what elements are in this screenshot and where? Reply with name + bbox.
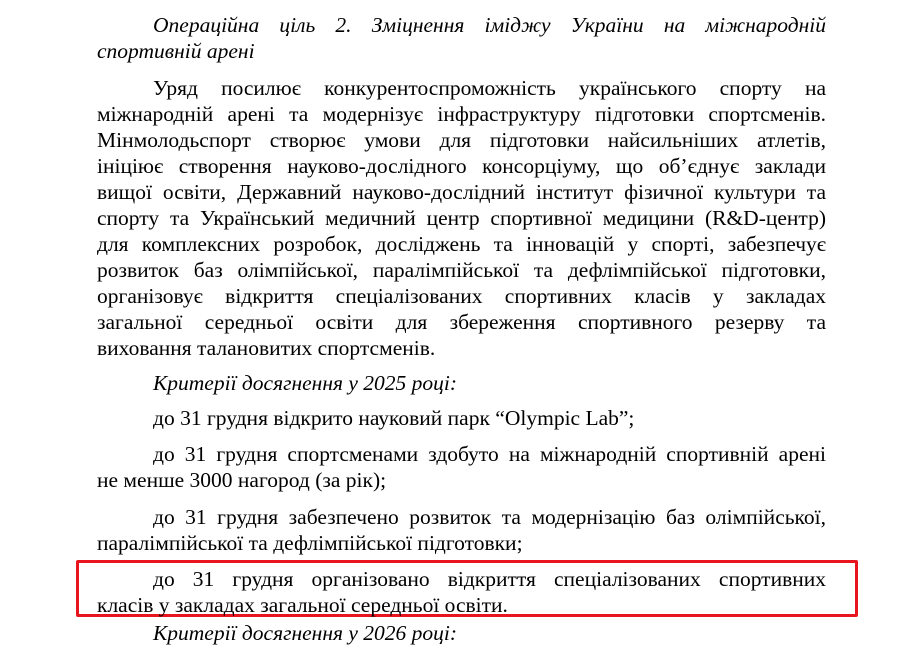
criteria-heading: Критерії досягнення у 2025 році: xyxy=(153,371,458,395)
paragraph-line-7: для комплексних розробок, досліджень та інновацій у спорті, забезпечує xyxy=(97,232,826,256)
paragraph-line-10: загальної середньої освіти для збереження спортивного резерву та xyxy=(97,310,826,334)
next-criteria-heading-partial: Критерії досягнення у 2026 році: xyxy=(153,621,458,645)
paragraph-line-6: спорту та Український медичний центр спортивної медицини (R&D-центр) xyxy=(97,206,826,230)
paragraph-line-4: ініціює створення науково-дослідного консорціуму, що об’єднує заклади xyxy=(97,154,826,178)
paragraph-line-5: вищої освіти, Державний науково-дослідний інститут фізичної культури та xyxy=(97,180,826,204)
operational-goal-heading-line-1: Операційна ціль 2. Зміцнення іміджу України на міжнародній xyxy=(153,13,826,37)
paragraph-line-3: Мінмолодьспорт створює умови для підготовки найсильніших атлетів, xyxy=(97,128,826,152)
paragraph-line-2: міжнародній арені та модернізує інфраструктуру підготовки спортсменів. xyxy=(97,102,826,126)
criterion-item-2-line-1: до 31 грудня спортсменами здобуто на міжнародній спортивній арені xyxy=(153,442,826,466)
operational-goal-heading-line-2: спортивній арені xyxy=(97,39,255,63)
paragraph-line-1: Уряд посилює конкурентоспроможність українського спорту на xyxy=(153,76,826,100)
paragraph-line-8: розвиток баз олімпійської, паралімпійської та дефлімпійської підготовки, xyxy=(97,258,826,282)
criterion-item-3-line-1: до 31 грудня забезпечено розвиток та модернізацію баз олімпійської, xyxy=(153,505,826,529)
paragraph-line-9: організовує відкриття спеціалізованих спортивних класів у закладах xyxy=(97,284,826,308)
criterion-item-2-line-2: не менше 3000 нагород (за рік); xyxy=(97,468,387,492)
criterion-item-4-line-2: класів у закладах загальної середньої освіти. xyxy=(97,593,508,617)
criterion-item-1: до 31 грудня відкрито науковий парк “Olympic Lab”; xyxy=(153,406,635,430)
paragraph-line-11: виховання талановитих спортсменів. xyxy=(97,336,436,360)
criterion-item-3-line-2: паралімпійської та дефлімпійської підготовки; xyxy=(97,531,523,555)
criterion-item-4-line-1: до 31 грудня організовано відкриття спеціалізованих спортивних xyxy=(153,567,826,591)
